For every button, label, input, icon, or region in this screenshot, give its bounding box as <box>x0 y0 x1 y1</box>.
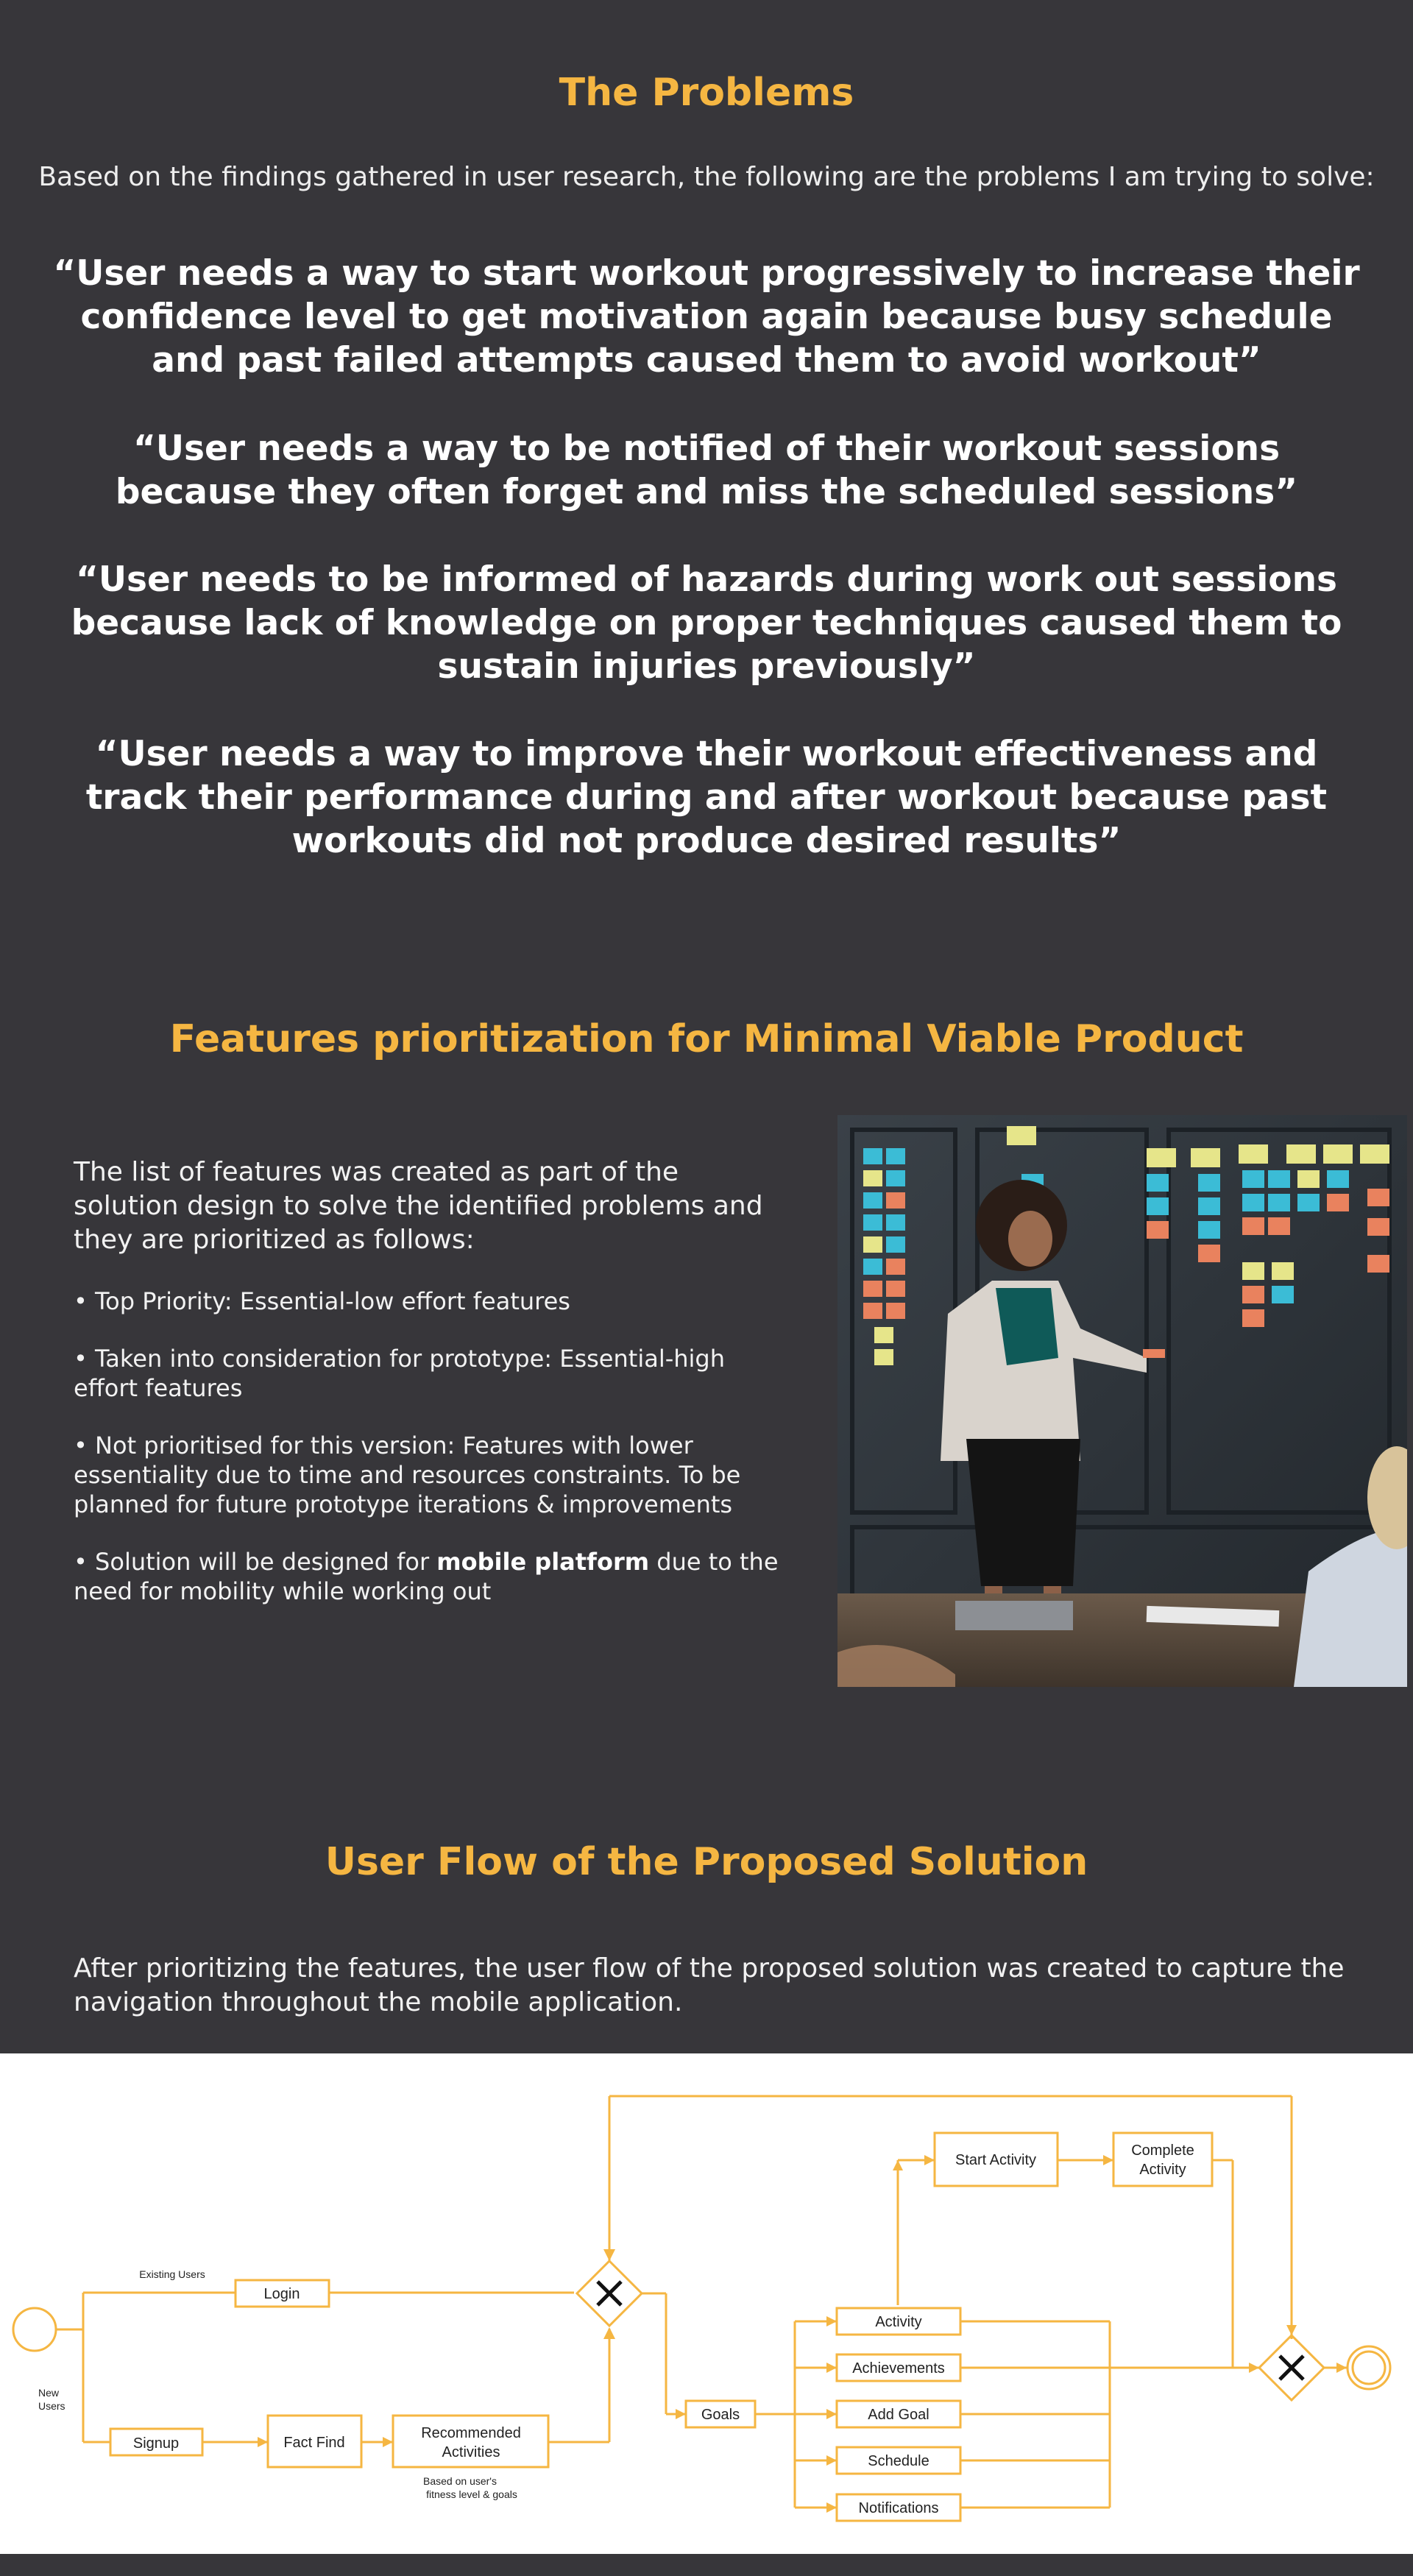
fact-find-label: Fact Find <box>283 2435 345 2451</box>
complete-label-2: Activity <box>1139 2162 1186 2178</box>
goals-label: Goals <box>701 2407 740 2423</box>
user-flow-diagram <box>0 2053 1413 2554</box>
features-bullet-2: • Taken into consideration for prototype: Essential-high effort features <box>74 1345 726 1402</box>
recommended-note-1: Based on user's <box>423 2475 497 2487</box>
problems-intro: Based on the findings gathered in user research, the following are the problems I am trying to solve: <box>38 162 1375 192</box>
features-bullet-3: • Not prioritised for this version: Features with lower essentiality due to time and resources constraints. To be planned for future prototype iterations & improvements <box>74 1432 741 1518</box>
complete-label-1: Complete <box>1131 2142 1194 2159</box>
start-event <box>13 2308 56 2351</box>
complete-activity-box <box>1113 2133 1212 2186</box>
achievements-label: Achievements <box>852 2360 945 2377</box>
start-activity-label: Start Activity <box>955 2152 1037 2168</box>
user-flow-diagram-svg <box>0 2053 1413 2554</box>
features-bullet-4-bold: mobile platform <box>436 1548 650 1576</box>
schedule-label: Schedule <box>868 2453 929 2469</box>
features-lead: The list of features was created as part of the solution design to solve the identified problems and they are prioritized as follows: <box>74 1157 763 1255</box>
features-title: Features prioritization for Minimal Viable Product <box>169 1017 1244 1061</box>
end-event <box>1348 2346 1390 2389</box>
problem-quote-4: “User needs a way to improve their workout effectiveness and track their performance during and after workout because past workouts did not produce desired results” <box>85 734 1328 861</box>
user-flow-intro: After prioritizing the features, the user flow of the proposed solution was created to capture the navigation throughout the mobile application. <box>74 1953 1345 2017</box>
notifications-label: Notifications <box>858 2500 939 2516</box>
user-flow-title: User Flow of the Proposed Solution <box>325 1840 1088 1884</box>
features-text <box>74 1156 780 1634</box>
login-label: Login <box>263 2286 300 2302</box>
existing-users-label: Existing Users <box>139 2268 205 2280</box>
features-bullet-1: • Top Priority: Essential-low effort features <box>74 1287 570 1315</box>
problem-quote-1: “User needs a way to start workout progressively to increase their confidence level to get motivation again because busy schedule and past failed attempts caused them to avoid workout” <box>53 253 1360 381</box>
problem-quote-2: “User needs a way to be notified of their workout sessions because they often forget and miss the scheduled sessions” <box>115 428 1298 512</box>
features-bullet-4-start: • Solution will be designed for <box>74 1548 437 1576</box>
activity-label: Activity <box>875 2314 922 2330</box>
recommended-note-2: fitness level & goals <box>426 2488 517 2500</box>
problems-title: The Problems <box>559 71 854 115</box>
problem-quote-3: “User needs to be informed of hazards during work out sessions because lack of knowledge on proper techniques caused them to sustain injuries previously” <box>71 559 1342 687</box>
new-users-label: New Users <box>38 2387 65 2412</box>
add-goal-label: Add Goal <box>868 2407 929 2423</box>
workshop-photo-illustration <box>837 1115 1407 1687</box>
features-bullet-4 <box>74 1547 780 1606</box>
recommended-label-1: Recommended <box>421 2425 521 2441</box>
signup-label: Signup <box>132 2435 180 2452</box>
workshop-photo <box>837 1115 1407 1687</box>
recommended-label-2: Activities <box>442 2444 500 2460</box>
features-bullet-4-end: due to the need for mobility while working out <box>74 1548 779 1605</box>
